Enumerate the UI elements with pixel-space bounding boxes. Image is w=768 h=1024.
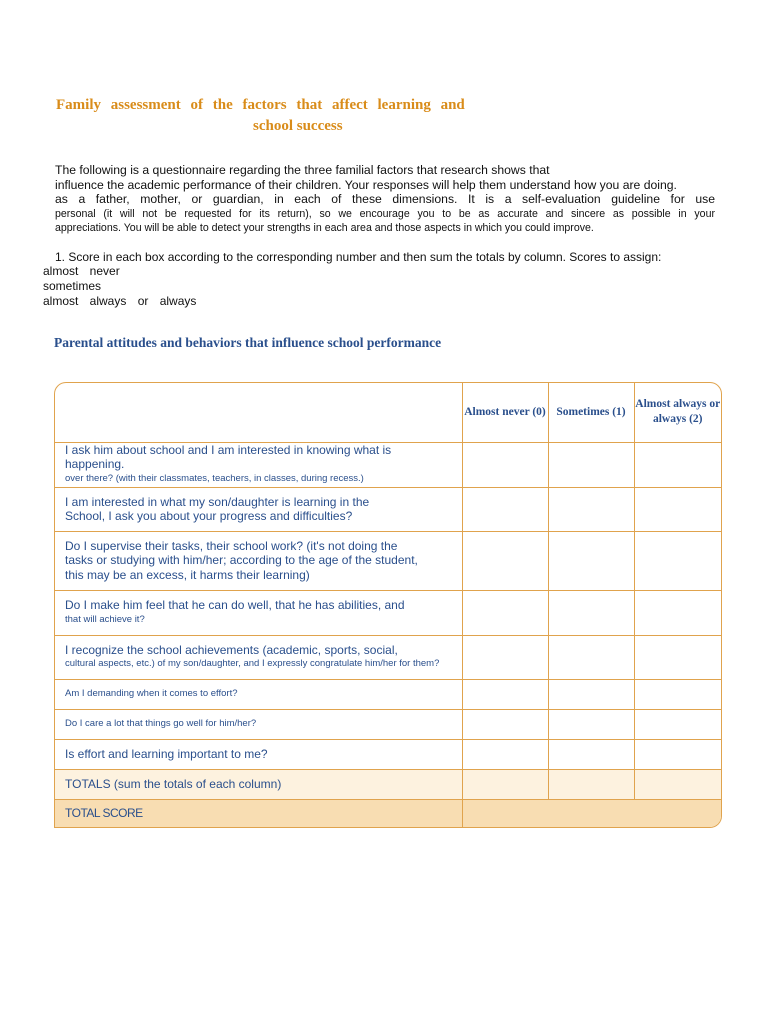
score-cell-almost-never[interactable] bbox=[462, 442, 548, 487]
score-cell-almost-never[interactable] bbox=[462, 590, 548, 635]
score-cell-almost-always[interactable] bbox=[634, 487, 721, 531]
table-row bbox=[55, 709, 721, 739]
table-row bbox=[55, 635, 721, 679]
table-row bbox=[55, 487, 721, 531]
header-blank bbox=[55, 383, 462, 442]
score-cell-sometimes[interactable] bbox=[548, 739, 634, 769]
score-cell-almost-always[interactable] bbox=[634, 739, 721, 769]
score-cell-almost-always[interactable] bbox=[634, 635, 721, 679]
question-cell bbox=[55, 487, 462, 531]
score-cell-sometimes[interactable] bbox=[548, 679, 634, 709]
totals-row bbox=[55, 769, 721, 799]
score-options bbox=[43, 264, 196, 309]
question-text: Do I make him feel that he can do well, that he has abilities, and bbox=[65, 598, 405, 612]
score-cell-almost-never[interactable] bbox=[462, 739, 548, 769]
instruction-text: 1. Score in each box according to the corresponding number and then sum the totals by column. Scores to assign: bbox=[55, 250, 662, 264]
score-cell-almost-never[interactable] bbox=[462, 709, 548, 739]
score-cell-almost-always[interactable] bbox=[634, 709, 721, 739]
score-cell-sometimes[interactable] bbox=[548, 531, 634, 590]
header-sometimes: Sometimes (1) bbox=[548, 383, 634, 442]
score-cell-sometimes[interactable] bbox=[548, 709, 634, 739]
header-almost-never: Almost never (0) bbox=[462, 383, 548, 442]
intro-line-1: The following is a questionnaire regarding the three familial factors that research shows that bbox=[55, 163, 550, 177]
score-cell-almost-never[interactable] bbox=[462, 487, 548, 531]
table-row bbox=[55, 442, 721, 487]
intro-line-3: as a father, mother, or guardian, in each of these dimensions. It is a self-evaluation guideline for use bbox=[55, 192, 715, 206]
title-line-1: Family assessment of the factors that affect learning and bbox=[56, 97, 465, 113]
question-subtext: tasks or studying with him/her; according to the age of the student, bbox=[65, 553, 418, 568]
score-cell-almost-always[interactable] bbox=[634, 590, 721, 635]
question-subtext: School, I ask you about your progress and difficulties? bbox=[65, 509, 353, 523]
option-sometimes: sometimes bbox=[43, 279, 102, 293]
score-cell-almost-always[interactable] bbox=[634, 679, 721, 709]
option-almost-never: almost never bbox=[43, 264, 120, 278]
total-almost-never-cell[interactable] bbox=[462, 769, 548, 799]
question-cell bbox=[55, 739, 462, 769]
total-almost-always-cell[interactable] bbox=[634, 769, 721, 799]
score-cell-sometimes[interactable] bbox=[548, 590, 634, 635]
question-subtext-2: this may be an excess, it harms their learning) bbox=[65, 567, 310, 582]
question-cell bbox=[55, 442, 462, 487]
question-cell bbox=[55, 590, 462, 635]
section-title: Parental attitudes and behaviors that influence school performance bbox=[54, 335, 442, 350]
table-row bbox=[55, 739, 721, 769]
question-text: I ask him about school and I am interested in knowing what is happening. bbox=[65, 442, 392, 472]
header-almost-always: Almost always or always (2) bbox=[634, 383, 721, 442]
question-cell bbox=[55, 709, 462, 739]
table-row bbox=[55, 531, 721, 590]
score-cell-almost-always[interactable] bbox=[634, 531, 721, 590]
title-line-2: school success bbox=[253, 118, 343, 134]
total-sometimes-cell[interactable] bbox=[548, 769, 634, 799]
score-cell-sometimes[interactable] bbox=[548, 487, 634, 531]
total-score-label: TOTAL SCORE bbox=[55, 799, 462, 827]
question-cell bbox=[55, 679, 462, 709]
question-text: Is effort and learning important to me? bbox=[65, 746, 268, 761]
question-subtext: cultural aspects, etc.) of my son/daughter, and I expressly congratulate him/her for them? bbox=[65, 658, 440, 669]
table-row bbox=[55, 679, 721, 709]
intro-line-4: personal (it will not be requested for its return), so we encourage you to be as accurate and sincere as possible in your bbox=[55, 207, 715, 220]
table-header-row bbox=[55, 383, 721, 442]
question-subtext: that will achieve it? bbox=[65, 613, 145, 625]
totals-label: TOTALS (sum the totals of each column) bbox=[55, 769, 462, 799]
intro-paragraph bbox=[55, 163, 715, 235]
table-row bbox=[55, 590, 721, 635]
question-text: I recognize the school achievements (academic, sports, social, bbox=[65, 642, 398, 657]
total-score-cell[interactable] bbox=[462, 799, 721, 827]
question-text: Am I demanding when it comes to effort? bbox=[65, 687, 238, 699]
score-cell-sometimes[interactable] bbox=[548, 635, 634, 679]
assessment-table bbox=[54, 382, 722, 828]
score-cell-almost-always[interactable] bbox=[634, 442, 721, 487]
score-cell-sometimes[interactable] bbox=[548, 442, 634, 487]
intro-line-5: appreciations. You will be able to detect your strengths in each area and those aspects in which you could improve. bbox=[55, 221, 594, 234]
score-cell-almost-never[interactable] bbox=[462, 635, 548, 679]
score-cell-almost-never[interactable] bbox=[462, 531, 548, 590]
question-cell bbox=[55, 635, 462, 679]
question-text: Do I care a lot that things go well for him/her? bbox=[65, 717, 257, 729]
question-subtext: over there? (with their classmates, teachers, in classes, during recess.) bbox=[65, 472, 364, 484]
intro-line-2: influence the academic performance of their children. Your responses will help them understand how you are doing. bbox=[55, 177, 677, 192]
total-score-row bbox=[55, 799, 721, 827]
option-almost-always: almost always or always bbox=[43, 294, 197, 308]
score-cell-almost-never[interactable] bbox=[462, 679, 548, 709]
document-title bbox=[56, 95, 546, 137]
question-cell bbox=[55, 531, 462, 590]
question-text: I am interested in what my son/daughter is learning in the bbox=[65, 494, 370, 509]
question-text: Do I supervise their tasks, their school work? (it's not doing the bbox=[65, 538, 398, 553]
